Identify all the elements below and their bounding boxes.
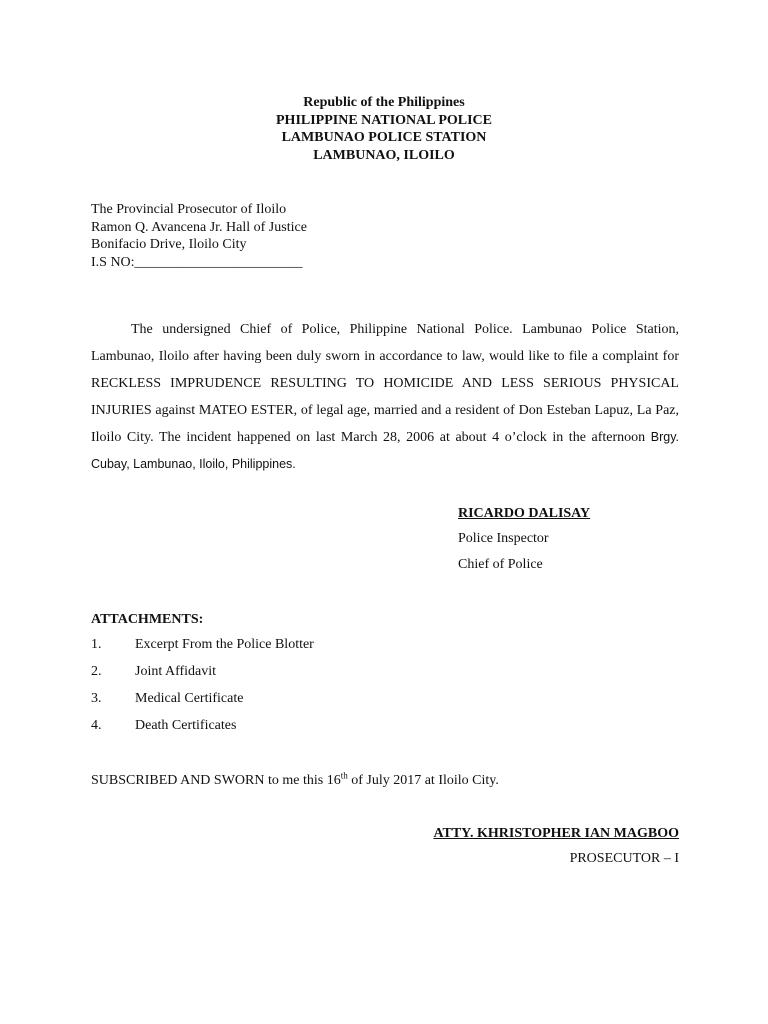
prosecutor-signature-block	[433, 824, 679, 869]
attachments-list	[91, 633, 314, 741]
prosecutor-title: PROSECUTOR – I	[569, 851, 679, 866]
complaint-paragraph	[91, 316, 679, 478]
attachment-item	[91, 687, 314, 714]
attachment-text: Medical Certificate	[135, 691, 244, 706]
attachment-number: 4.	[91, 718, 102, 733]
letterhead-station: LAMBUNAO POLICE STATION	[281, 130, 487, 145]
addressee-line-1: The Provincial Prosecutor of Iloilo	[91, 202, 287, 217]
addressee-line-3: Bonifacio Drive, Iloilo City	[91, 237, 247, 252]
attachment-item	[91, 660, 314, 687]
attachment-number: 3.	[91, 691, 102, 706]
letterhead-location: LAMBUNAO, ILOILO	[313, 147, 455, 163]
complainant-signature-block	[458, 504, 590, 578]
letterhead	[0, 94, 768, 164]
attachment-text: Excerpt From the Police Blotter	[135, 637, 314, 652]
attachments-heading: ATTACHMENTS:	[91, 612, 204, 627]
is-number-line: I.S NO:________________________	[91, 254, 303, 270]
attachment-number: 2.	[91, 664, 102, 679]
attachment-item	[91, 633, 314, 660]
complainant-rank: Police Inspector	[458, 531, 549, 546]
jurat-statement	[91, 771, 499, 791]
attachment-text: Joint Affidavit	[135, 664, 217, 679]
complainant-position: Chief of Police	[458, 557, 543, 572]
complaint-main-text: The undersigned Chief of Police, Philippine National Police. Lambunao Police Station, Lambunao, Iloilo after having been duly sworn in accordance to law, would like to file a complaint for RECKLESS IMPRUDENCE RESULTING TO HOMICIDE AND LESS SERIOUS PHYSICAL INJURIES against MATEO ESTER, of legal age, married and a resident of Don Esteban Lapuz, La Paz, Iloilo City. The incident happened on last March 28, 2006 at about 4 o’clock in the afternoon	[91, 322, 679, 445]
addressee-line-2: Ramon Q. Avancena Jr. Hall of Justice	[91, 219, 307, 235]
letterhead-country: Republic of the Philippines	[303, 95, 465, 110]
prosecutor-name: ATTY. KHRISTOPHER IAN MAGBOO	[433, 826, 679, 841]
jurat-text-before: SUBSCRIBED AND SWORN to me this 16	[91, 773, 341, 788]
jurat-text-after: of July 2017 at Iloilo City.	[347, 773, 499, 788]
attachment-item	[91, 714, 314, 741]
complainant-name: RICARDO DALISAY	[458, 506, 591, 521]
attachment-number: 1.	[91, 637, 102, 652]
complaint-location-text: Brgy. Cubay, Lambunao, Iloilo, Philippines.	[91, 430, 680, 471]
attachment-text: Death Certificates	[135, 718, 237, 733]
addressee-block	[91, 201, 307, 271]
letterhead-agency: PHILIPPINE NATIONAL POLICE	[276, 112, 492, 128]
jurat-ordinal-suffix: th	[340, 770, 348, 781]
